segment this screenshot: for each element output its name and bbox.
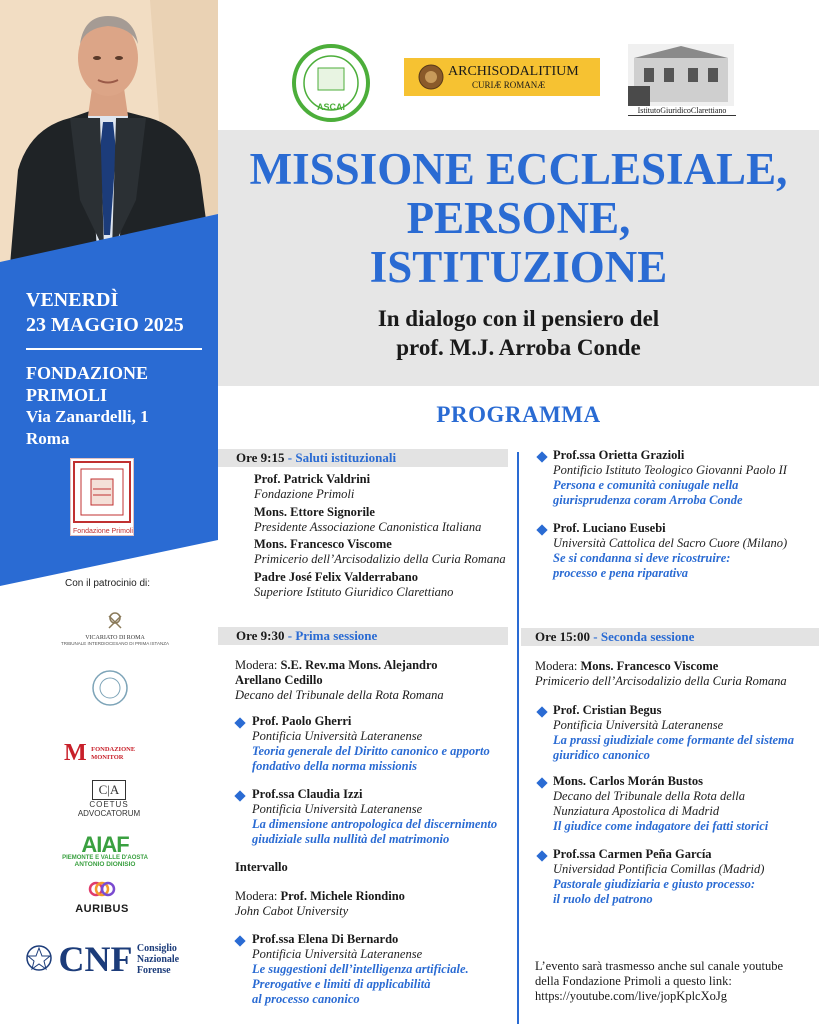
patrocinio-label: Con il patrocinio di: xyxy=(65,578,151,589)
consiglio-internazionale-logo xyxy=(80,668,140,713)
ascai-logo xyxy=(286,44,376,122)
main-title xyxy=(218,145,819,292)
archisodalitium-name: ARCHISODALITIUM xyxy=(448,64,579,79)
speaker-izzi: Prof.ssa Claudia Izzi Pontificia Università Lateranense La dimensione antropologica del discernimento giudiziale sulla nullità del matrimonio xyxy=(252,787,498,846)
auribus-name: AURIBUS xyxy=(75,903,129,915)
istituto-clarettiano-logo xyxy=(628,44,736,118)
stream-note: L’evento sarà trasmesso anche sul canale youtube della Fondazione Primoli a questo link: https://youtube.com/live/jopKplcXoJg xyxy=(535,959,817,1004)
fondazione-primoli-logo xyxy=(70,458,134,536)
fondazione-monitor-logo xyxy=(64,740,154,767)
bullet-diamond-icon xyxy=(234,790,245,801)
organizer-logos xyxy=(218,0,819,130)
title-panel xyxy=(218,130,819,386)
cnf-logo xyxy=(24,938,204,980)
primoli-crest-icon xyxy=(71,459,133,525)
venue-name-1: FONDAZIONE xyxy=(26,363,149,383)
aiaf-mark: AIAF xyxy=(81,832,129,857)
ascai-name: ASCAI xyxy=(316,102,345,112)
session-header-saluti: Ore 9:15 - Saluti istituzionali xyxy=(218,449,508,467)
speaker-valdrini: Prof. Patrick Valdrini Fondazione Primoli xyxy=(254,472,371,501)
session-label: Seconda sessione xyxy=(600,629,695,644)
aiaf-name: ANTONIO DIONISIO xyxy=(74,861,136,868)
moderator-viscome: Modera: Mons. Francesco Viscome Primicerio dell’Arcisodalizio della Curia Romana xyxy=(535,659,787,688)
bullet-diamond-icon xyxy=(536,850,547,861)
monitor-name: FONDAZIONE MONITOR xyxy=(91,745,136,761)
subtitle-line-2: prof. M.J. Arroba Conde xyxy=(396,335,641,360)
auribus-logo xyxy=(64,880,140,915)
session-time: Ore 9:30 xyxy=(236,628,285,643)
date-divider xyxy=(26,348,202,350)
aiaf-region: PIEMONTE E VALLE D'AOSTA xyxy=(62,855,148,861)
archisodalitium-logo xyxy=(404,58,600,96)
coetus-name-2: ADVOCATORUM xyxy=(77,809,141,818)
speaker-grazioli: Prof.ssa Orietta Grazioli Pontificio Istituto Teologico Giovanni Paolo II Persona e comunità coniugale nella giurisprudenza coram Arroba Conde xyxy=(553,448,787,507)
session-time: Ore 9:15 xyxy=(236,450,285,465)
moderator-arellano: Modera: S.E. Rev.ma Mons. Alejandro Arellano Cedillo Decano del Tribunale della Rota Romana xyxy=(235,658,444,702)
bullet-diamond-icon xyxy=(536,524,547,535)
speaker-begus: Prof. Cristian Begus Pontificia Università Lateranense La prassi giudiziale come formante del sistema giuridico canonico xyxy=(553,703,794,762)
archisodalitium-sub: CURIÆ ROMANÆ xyxy=(472,80,546,90)
round-seal-icon xyxy=(90,668,130,708)
istituto-building-icon xyxy=(628,44,734,106)
cnf-name-1: Consiglio xyxy=(136,942,177,954)
coetus-name-1: COETUS xyxy=(89,800,129,809)
column-divider xyxy=(517,452,519,1024)
event-date: 23 MAGGIO 2025 xyxy=(26,314,184,336)
speaker-moran-bustos: Mons. Carlos Morán Bustos Decano del Tribunale della Rota della Nunziatura Apostolica di Madrid Il giudice come indagatore dei fatti storici xyxy=(553,774,769,833)
speaker-valderrabano: Padre José Felix Valderrabano Superiore Istituto Giuridico Clarettiano xyxy=(254,570,454,599)
speaker-viscome: Mons. Francesco Viscome Primicerio dell’Arcisodalizio della Curia Romana xyxy=(254,537,506,566)
youtube-link[interactable]: https://youtube.com/live/jopKplcXoJg xyxy=(535,989,727,1003)
event-info xyxy=(26,288,206,450)
archisodalitium-medallion-icon xyxy=(418,64,444,90)
papal-keys-icon xyxy=(105,610,125,630)
bullet-diamond-icon xyxy=(234,717,245,728)
vicariato-name: VICARIATO DI ROMA xyxy=(85,635,145,641)
cnf-mark: CNF xyxy=(58,939,133,979)
bullet-diamond-icon xyxy=(536,451,547,462)
vicariato-logo xyxy=(60,610,170,646)
venue-city: Roma xyxy=(26,429,70,448)
coetus-advocatorum-logo xyxy=(74,780,144,818)
event-day: VENERDÌ xyxy=(26,289,119,311)
speaker-eusebi: Prof. Luciano Eusebi Università Cattolica del Sacro Cuore (Milano) Se si condanna si deve ricostruire: processo e pena riparativa xyxy=(553,521,788,580)
title-line-2: PERSONE, xyxy=(406,193,631,243)
subtitle xyxy=(218,304,819,362)
bullet-diamond-icon xyxy=(536,706,547,717)
italian-emblem-icon xyxy=(24,942,54,976)
vicariato-sub: TRIBUNALE INTERDIOCESANO DI PRIMA ISTANZA xyxy=(61,641,169,646)
session-header-seconda: Ore 15:00 - Seconda sessione xyxy=(521,628,819,646)
auribus-rings-icon xyxy=(87,880,117,898)
primoli-caption: Fondazione Primoli xyxy=(73,528,133,535)
session-label: Prima sessione xyxy=(295,628,378,643)
bullet-diamond-icon xyxy=(536,777,547,788)
moderator-riondino: Modera: Prof. Michele Riondino John Cabot University xyxy=(235,889,405,918)
intervallo-label: Intervallo xyxy=(235,860,288,874)
speaker-gherri: Prof. Paolo Gherri Pontificia Università Lateranense Teoria generale del Diritto canonico e apporto fondativo della norma missionis xyxy=(252,714,490,773)
aiaf-logo xyxy=(60,832,150,868)
monitor-m-mark: M xyxy=(64,740,87,766)
title-line-3: ISTITUZIONE xyxy=(369,242,668,292)
bullet-diamond-icon xyxy=(234,935,245,946)
coetus-mark: C|A xyxy=(92,780,127,800)
venue-name-2: PRIMOLI xyxy=(26,385,107,405)
cnf-name-3: Forense xyxy=(136,964,171,976)
istituto-name: IstitutoGiuridicoClarettiano xyxy=(628,106,736,116)
subtitle-line-1: In dialogo con il pensiero del xyxy=(377,306,660,331)
cnf-name-2: Nazionale xyxy=(136,953,180,965)
session-time: Ore 15:00 xyxy=(535,629,590,644)
session-header-prima: Ore 9:30 - Prima sessione xyxy=(218,627,508,645)
session-label: Saluti istituzionali xyxy=(295,450,397,465)
programma-heading: PROGRAMMA xyxy=(436,402,601,427)
speaker-pena-garcia: Prof.ssa Carmen Peña García Universidad Pontificia Comillas (Madrid) Pastorale giudiziaria e giusto processo: il ruolo del patrono xyxy=(553,847,765,906)
venue-address: Via Zanardelli, 1 xyxy=(26,407,149,426)
speaker-signorile: Mons. Ettore Signorile Presidente Associazione Canonistica Italiana xyxy=(254,505,482,534)
title-line-1: MISSIONE ECCLESIALE, xyxy=(249,144,788,194)
speaker-di-bernardo: Prof.ssa Elena Di Bernardo Pontificia Università Lateranense Le suggestioni dell’intelligenza artificiale. Prerogative e limiti di applicabilità al processo canonico xyxy=(252,932,469,1006)
